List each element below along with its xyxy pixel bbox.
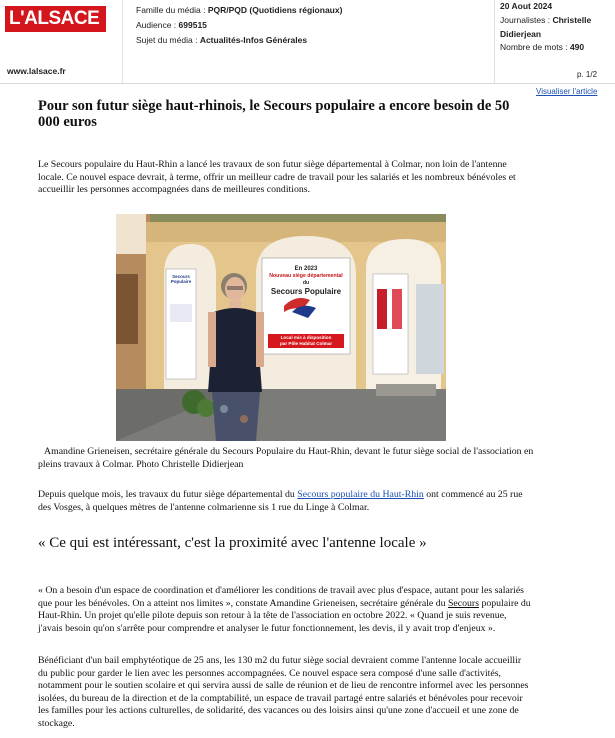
journalists-surname: Didierjean (500, 29, 542, 39)
article-date: 20 Aout 2024 (500, 1, 553, 11)
poster-year: En 2023 (294, 266, 318, 272)
secours-populaire-link[interactable]: Secours populaire du Haut-Rhin (297, 489, 424, 500)
header-divider-left (122, 0, 123, 84)
article-title: Pour son futur siège haut-rhinois, le Secours populaire a encore besoin de 50 000 euros (38, 98, 510, 130)
lalsace-logo: L'ALSACE (5, 6, 106, 32)
poster-local: Local mis à disposition (280, 335, 332, 340)
photo-caption: Amandine Grieneisen, secrétaire générale du Secours Populaire du Haut-Rhin, devant le futur siège social de l'association en pleins travaux à Colmar. Photo Christelle Didierjean (38, 446, 534, 470)
media-subject: Sujet du média : Actualités-Infos Générales (136, 35, 308, 45)
poster-du: du (302, 280, 310, 286)
article-intro: Le Secours populaire du Haut-Rhin a lancé les travaux de son futur siège départemental à Colmar, non loin de l'antenne locale. Ce nouvel espace devrait, à terme, offrir un meilleur cadre de travail pour les salariés et les nombreux bénévoles et accueillir les personnes accompagnées dans de meilleures conditions. (38, 159, 516, 195)
secours-link[interactable]: Secours (447, 597, 480, 609)
header-divider-right (494, 0, 495, 84)
poster-partner: par Pôle Habitat Colmar (279, 341, 333, 346)
side-poster-text: Secours Populaire (170, 274, 192, 284)
view-article-link[interactable]: Visualiser l'article (536, 87, 598, 96)
word-count: Nombre de mots : 490 (500, 42, 585, 52)
site-url: www.lalsace.fr (7, 66, 66, 76)
journalists: Journalistes : Christelle (500, 15, 592, 25)
article-paragraph-4: Bénéficiant d'un bail emphytéotique de 25 ans, les 130 m2 du futur siège social devraient comme l'antenne locale accueillir du public pour garder le lien avec les personnes accompagnées. Ce nouvel espace sera composé d'une salle d'activités, notamment pour le soutien scolaire et qui servira aussi de salle de réunion et de lieu de rencontre informel avec les personnes isolées, du bureau de la direction et de la comptabilité, un espace de travail partagé entre salariés et bénévoles pour recevoir les familles pour les actions culturelles, de solidarité, des vacances ou des loisirs ainsi qu'une zone d'accueil et une zone de stockage. (38, 655, 529, 729)
media-family: Famille du média : PQR/PQD (Quotidiens régionaux) (136, 5, 343, 15)
page-number: p. 1/2 (577, 70, 598, 79)
article-paragraph-3: « On a besoin d'un espace de coordination et d'améliorer les conditions de travail avec plus d'espace, autant pour les salariés que pour les bénévoles. On a atteint nos limites », constate Amandine Grieneisen, secrétaire générale du Secours populaire du Haut-Rhin. Un projet qu'elle pilote depuis son retour à la tête de l'association en octobre 2022. « Quand je suis revenue, j'avais besoin qu'on s'arrête pour comprendre et analyser le futur fonctionnement, les devis, il y avait trop d'enjeux ». (38, 585, 531, 634)
article-photo (116, 214, 446, 441)
poster-brand: Secours Populaire (270, 287, 342, 296)
media-audience: Audience : 699515 (136, 20, 207, 30)
poster-headline: Nouveau siège départemental (269, 273, 343, 279)
article-subheading: « Ce qui est intéressant, c'est la proximité avec l'antenne locale » (38, 535, 427, 551)
header-rule (0, 83, 615, 84)
article-paragraph-2: Depuis quelque mois, les travaux du futur siège départemental du Secours populaire du Haut-Rhin ont commencé au 25 rue des Vosges, à quelques mètres de l'antenne colmarienne sis 1 rue du Linge à Colmar. (38, 489, 523, 513)
